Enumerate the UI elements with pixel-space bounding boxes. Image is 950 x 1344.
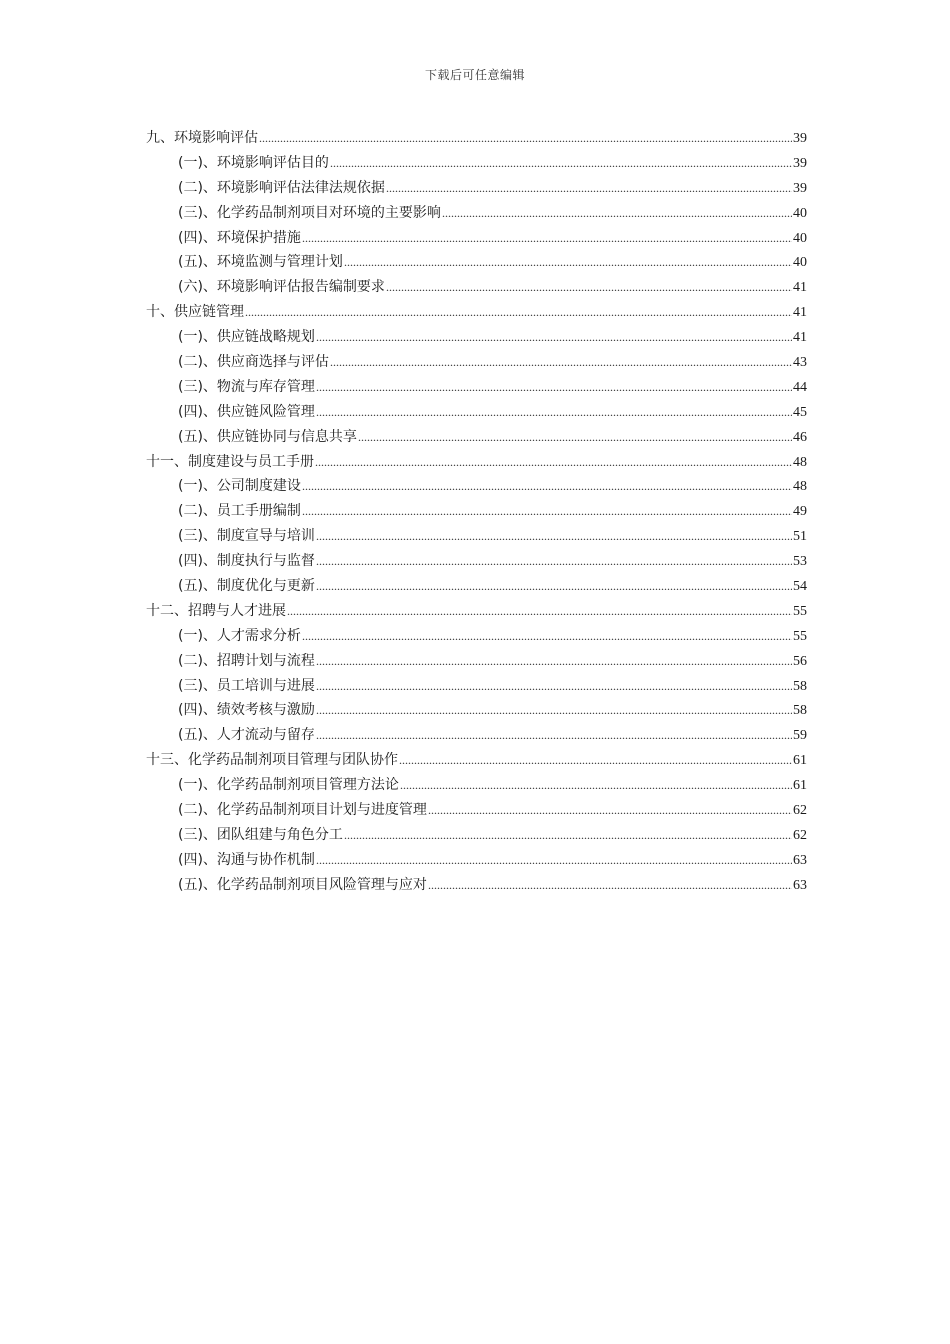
toc-dot-leader xyxy=(344,250,792,275)
toc-dot-leader xyxy=(316,400,792,425)
toc-page-number: 61 xyxy=(793,753,807,769)
toc-page-number: 62 xyxy=(793,827,807,843)
toc-section-entry[interactable] xyxy=(146,425,807,450)
toc-entry-label: (四)、绩效考核与激励 xyxy=(178,702,315,719)
toc-entry-label: (四)、供应链风险管理 xyxy=(178,403,315,420)
toc-dot-leader xyxy=(302,226,792,251)
toc-page-number: 63 xyxy=(793,877,807,893)
toc-dot-leader xyxy=(330,151,792,176)
toc-page-number: 44 xyxy=(793,379,807,395)
toc-dot-leader xyxy=(316,674,792,699)
toc-page-number: 48 xyxy=(793,454,807,470)
toc-section-entry[interactable] xyxy=(146,400,807,425)
toc-dot-leader xyxy=(400,773,792,798)
toc-entry-label: (一)、环境影响评估目的 xyxy=(178,154,329,171)
toc-section-entry[interactable] xyxy=(146,176,807,201)
toc-entry-label: (一)、人才需求分析 xyxy=(178,627,301,644)
toc-dot-leader xyxy=(344,823,792,848)
toc-dot-leader xyxy=(316,574,792,599)
toc-section-entry[interactable] xyxy=(146,226,807,251)
toc-page-number: 43 xyxy=(793,355,807,371)
toc-dot-leader xyxy=(302,624,792,649)
page-header: 下载后可任意编辑 xyxy=(424,68,525,82)
toc-page-number: 41 xyxy=(793,305,807,321)
toc-section-entry[interactable] xyxy=(146,524,807,549)
toc-page-number: 40 xyxy=(793,230,807,246)
toc-entry-label: (二)、招聘计划与流程 xyxy=(178,652,315,669)
toc-section-entry[interactable] xyxy=(146,624,807,649)
toc-entry-label: (二)、供应商选择与评估 xyxy=(178,354,329,371)
toc-entry-label: (二)、员工手册编制 xyxy=(178,503,301,520)
toc-page-number: 41 xyxy=(793,280,807,296)
toc-entry-label: (五)、人才流动与留存 xyxy=(178,727,315,744)
toc-section-entry[interactable] xyxy=(146,275,807,300)
toc-entry-label: (二)、环境影响评估法律法规依据 xyxy=(178,179,385,196)
toc-page-number: 59 xyxy=(793,728,807,744)
toc-chapter-entry[interactable] xyxy=(146,300,807,325)
toc-entry-label: (五)、制度优化与更新 xyxy=(178,578,315,595)
toc-page-number: 40 xyxy=(793,255,807,271)
toc-entry-label: (一)、化学药品制剂项目管理方法论 xyxy=(178,777,399,794)
toc-chapter-entry[interactable] xyxy=(146,748,807,773)
toc-dot-leader xyxy=(428,798,792,823)
toc-section-entry[interactable] xyxy=(146,698,807,723)
toc-entry-label: (一)、公司制度建设 xyxy=(178,478,301,495)
toc-entry-label: (五)、供应链协同与信息共享 xyxy=(178,428,357,445)
toc-section-entry[interactable] xyxy=(146,873,807,898)
toc-section-entry[interactable] xyxy=(146,201,807,226)
toc-dot-leader xyxy=(330,350,792,375)
toc-entry-label: 十三、化学药品制剂项目管理与团队协作 xyxy=(146,752,398,769)
toc-dot-leader xyxy=(442,201,792,226)
toc-page-number: 58 xyxy=(793,703,807,719)
toc-dot-leader xyxy=(302,499,792,524)
toc-section-entry[interactable] xyxy=(146,325,807,350)
toc-page-number: 55 xyxy=(793,603,807,619)
toc-entry-label: 十、供应链管理 xyxy=(146,304,244,321)
toc-entry-label: (四)、制度执行与监督 xyxy=(178,553,315,570)
toc-chapter-entry[interactable] xyxy=(146,599,807,624)
toc-page-number: 48 xyxy=(793,479,807,495)
toc-entry-label: 十二、招聘与人才进展 xyxy=(146,602,286,619)
toc-page-number: 55 xyxy=(793,628,807,644)
toc-dot-leader xyxy=(302,474,792,499)
toc-dot-leader xyxy=(316,325,792,350)
toc-dot-leader xyxy=(316,375,792,400)
toc-entry-label: (五)、化学药品制剂项目风险管理与应对 xyxy=(178,876,427,893)
toc-section-entry[interactable] xyxy=(146,499,807,524)
toc-section-entry[interactable] xyxy=(146,549,807,574)
toc-page-number: 41 xyxy=(793,330,807,346)
toc-dot-leader xyxy=(358,425,792,450)
toc-dot-leader xyxy=(259,126,792,151)
toc-page-number: 58 xyxy=(793,678,807,694)
toc-dot-leader xyxy=(315,450,792,475)
toc-section-entry[interactable] xyxy=(146,350,807,375)
toc-page-number: 51 xyxy=(793,529,807,545)
toc-entry-label: (二)、化学药品制剂项目计划与进度管理 xyxy=(178,802,427,819)
toc-entry-label: (四)、沟通与协作机制 xyxy=(178,851,315,868)
toc-dot-leader xyxy=(386,176,792,201)
toc-page-number: 46 xyxy=(793,429,807,445)
toc-entry-label: (三)、物流与库存管理 xyxy=(178,378,315,395)
toc-page-number: 40 xyxy=(793,205,807,221)
toc-section-entry[interactable] xyxy=(146,848,807,873)
toc-dot-leader xyxy=(316,649,792,674)
toc-page-number: 39 xyxy=(793,155,807,171)
table-of-contents xyxy=(146,126,807,898)
toc-entry-label: (三)、团队组建与角色分工 xyxy=(178,826,343,843)
toc-dot-leader xyxy=(316,848,792,873)
toc-chapter-entry[interactable] xyxy=(146,450,807,475)
toc-dot-leader xyxy=(316,723,792,748)
toc-dot-leader xyxy=(316,698,792,723)
toc-entry-label: (三)、化学药品制剂项目对环境的主要影响 xyxy=(178,204,441,221)
toc-section-entry[interactable] xyxy=(146,375,807,400)
toc-dot-leader xyxy=(316,549,792,574)
toc-page-number: 45 xyxy=(793,404,807,420)
toc-section-entry[interactable] xyxy=(146,723,807,748)
toc-chapter-entry[interactable] xyxy=(146,126,807,151)
toc-section-entry[interactable] xyxy=(146,798,807,823)
toc-section-entry[interactable] xyxy=(146,823,807,848)
toc-entry-label: 十一、制度建设与员工手册 xyxy=(146,453,314,470)
toc-dot-leader xyxy=(316,524,792,549)
toc-entry-label: (三)、制度宣导与培训 xyxy=(178,528,315,545)
toc-page-number: 63 xyxy=(793,852,807,868)
toc-section-entry[interactable] xyxy=(146,649,807,674)
toc-page-number: 62 xyxy=(793,803,807,819)
toc-entry-label: 九、环境影响评估 xyxy=(146,130,258,146)
toc-page-number: 54 xyxy=(793,579,807,595)
toc-section-entry[interactable] xyxy=(146,674,807,699)
toc-dot-leader xyxy=(287,599,792,624)
toc-entry-label: (五)、环境监测与管理计划 xyxy=(178,254,343,271)
toc-section-entry[interactable] xyxy=(146,474,807,499)
toc-page-number: 49 xyxy=(793,504,807,520)
toc-entry-label: (一)、供应链战略规划 xyxy=(178,329,315,346)
toc-entry-label: (六)、环境影响评估报告编制要求 xyxy=(178,279,385,296)
toc-page-number: 61 xyxy=(793,778,807,794)
toc-page-number: 39 xyxy=(793,180,807,196)
toc-page-number: 39 xyxy=(793,131,807,146)
toc-dot-leader xyxy=(386,275,792,300)
toc-dot-leader xyxy=(428,873,792,898)
toc-dot-leader xyxy=(399,748,792,773)
toc-section-entry[interactable] xyxy=(146,574,807,599)
toc-page-number: 53 xyxy=(793,554,807,570)
toc-section-entry[interactable] xyxy=(146,151,807,176)
toc-page-number: 56 xyxy=(793,653,807,669)
toc-entry-label: (三)、员工培训与进展 xyxy=(178,677,315,694)
toc-dot-leader xyxy=(245,300,792,325)
toc-section-entry[interactable] xyxy=(146,773,807,798)
toc-section-entry[interactable] xyxy=(146,250,807,275)
toc-entry-label: (四)、环境保护措施 xyxy=(178,229,301,246)
